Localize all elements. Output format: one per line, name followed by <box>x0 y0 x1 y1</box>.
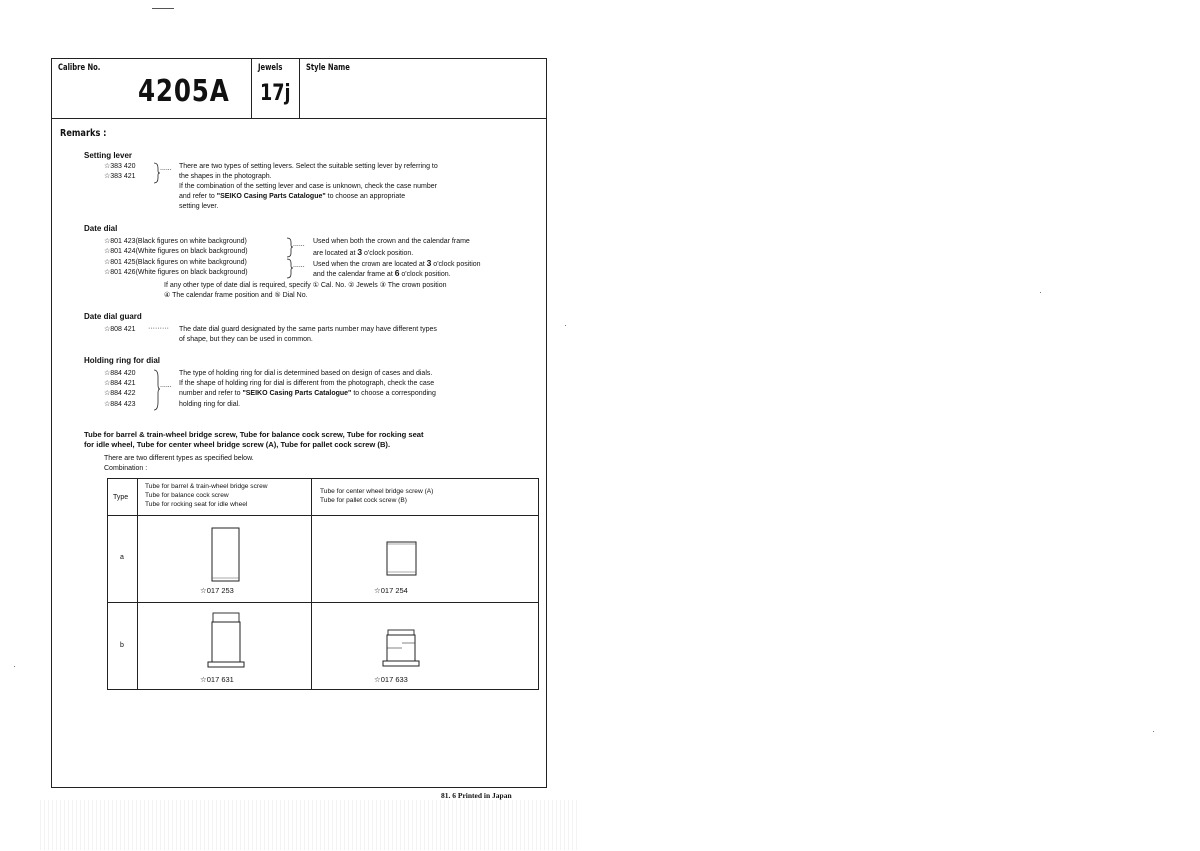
leader-dots: ········· <box>148 325 169 332</box>
part-number: ☆017 254 <box>374 586 408 595</box>
column-header: Tube for center wheel bridge screw (A) <box>320 488 434 495</box>
leader-dots: ...... <box>293 241 305 248</box>
scan-speck <box>1040 292 1041 293</box>
tube-title: Tube for barrel & train-wheel bridge screw, Tube for balance cock screw, Tube for rocking seat <box>84 430 424 439</box>
date-dial-title: Date dial <box>84 224 118 233</box>
scan-speck <box>1153 731 1154 732</box>
remarks-title: Remarks : <box>60 128 107 139</box>
holding-ring-title: Holding ring for dial <box>84 356 160 365</box>
table-divider <box>108 602 538 603</box>
print-footer: 81. 6 Printed in Japan <box>441 791 512 800</box>
holding-ring-text: number and refer to "SEIKO Casing Parts Catalogue" to choose a corresponding <box>179 390 436 397</box>
date-dial-extra: ④ The calendar frame position and ⑤ Dial No. <box>164 292 308 299</box>
part-number: ☆808 421 <box>104 326 136 333</box>
date-dial-note: and the calendar frame at 6 o'clock position. <box>313 268 451 278</box>
tube-title: for idle wheel, Tube for center wheel bridge screw (A), Tube for pallet cock screw (B). <box>84 440 391 449</box>
tube-image <box>382 629 422 669</box>
column-header: Tube for balance cock screw <box>145 492 229 499</box>
scan-mark <box>152 8 174 9</box>
setting-lever-title: Setting lever <box>84 151 133 160</box>
table-divider <box>311 479 312 689</box>
date-dial-note: are located at 3 o'clock position. <box>313 247 414 257</box>
leader-dots: ...... <box>293 262 305 269</box>
tube-image <box>211 527 241 583</box>
calibre-label: Calibre No. <box>58 63 101 73</box>
scan-noise <box>40 800 580 850</box>
part-number: ☆383 421 <box>104 173 136 180</box>
setting-lever-text: and refer to "SEIKO Casing Parts Catalogue" to choose an appropriate <box>179 193 406 200</box>
setting-lever-text: If the combination of the setting lever and case is unknown, check the case number <box>179 183 437 190</box>
leader-dots: ...... <box>160 165 172 172</box>
table-divider <box>108 515 538 516</box>
part-number: ☆017 633 <box>374 675 408 684</box>
date-dial-part: ☆801 425(Black figures on white background) <box>104 259 247 266</box>
date-dial-part: ☆801 423(Black figures on white background) <box>104 238 247 245</box>
column-header: Tube for rocking seat for idle wheel <box>145 501 248 508</box>
calibre-number: 4205A <box>138 74 230 109</box>
holding-ring-text: holding ring for dial. <box>179 401 241 408</box>
holding-ring-text: If the shape of holding ring for dial is different from the photograph, check the case <box>179 380 435 387</box>
style-name-cell <box>300 59 546 118</box>
parts-sheet <box>51 58 547 788</box>
tube-intro: Combination : <box>104 465 148 472</box>
type-cell: b <box>120 642 124 649</box>
holding-ring-text: The type of holding ring for dial is determined based on design of cases and dials. <box>179 370 433 377</box>
part-number: ☆884 420 <box>104 370 136 377</box>
date-dial-note: Used when the crown are located at 3 o'clock position <box>313 258 481 268</box>
part-number: ☆884 422 <box>104 390 136 397</box>
leader-dots: ...... <box>160 382 172 389</box>
catalogue-reference: "SEIKO Casing Parts Catalogue" <box>242 390 352 397</box>
setting-lever-text: There are two types of setting levers. Select the suitable setting lever by referring to <box>179 163 438 170</box>
column-header: Tube for barrel & train-wheel bridge screw <box>145 483 268 490</box>
date-dial-extra: If any other type of date dial is required, specify ① Cal. No. ② Jewels ③ The crown position <box>164 282 447 289</box>
part-number: ☆017 631 <box>200 675 234 684</box>
catalogue-reference: "SEIKO Casing Parts Catalogue" <box>216 193 326 200</box>
jewels-cell <box>252 59 300 118</box>
setting-lever-text: the shapes in the photograph. <box>179 173 272 180</box>
part-number: ☆884 421 <box>104 380 136 387</box>
table-divider <box>137 479 138 689</box>
tube-image <box>207 612 247 670</box>
part-number: ☆383 420 <box>104 163 136 170</box>
sheet-header <box>52 59 546 119</box>
type-header: Type <box>113 494 129 501</box>
date-dial-guard-title: Date dial guard <box>84 312 142 321</box>
style-name-label: Style Name <box>306 63 350 73</box>
tube-intro: There are two different types as specified below. <box>104 455 254 462</box>
setting-lever-text: setting lever. <box>179 203 219 210</box>
date-dial-guard-text: The date dial guard designated by the same parts number may have different types <box>179 326 437 333</box>
part-number: ☆017 253 <box>200 586 234 595</box>
calibre-cell <box>52 59 252 118</box>
brace-icon <box>153 369 161 411</box>
jewels-value: 17j <box>260 81 291 106</box>
date-dial-part: ☆801 424(White figures on black background) <box>104 248 248 255</box>
scan-speck <box>565 325 566 326</box>
date-dial-part: ☆801 426(White figures on black background) <box>104 269 248 276</box>
type-cell: a <box>120 554 124 561</box>
date-dial-guard-text: of shape, but they can be used in common. <box>179 336 313 343</box>
tube-combination-table <box>107 478 539 690</box>
jewels-label: Jewels <box>258 63 283 73</box>
part-number: ☆884 423 <box>104 401 136 408</box>
scan-speck <box>14 666 15 667</box>
date-dial-note: Used when both the crown and the calendar frame <box>313 238 470 245</box>
column-header: Tube for pallet cock screw (B) <box>320 497 407 504</box>
tube-image <box>386 541 418 577</box>
